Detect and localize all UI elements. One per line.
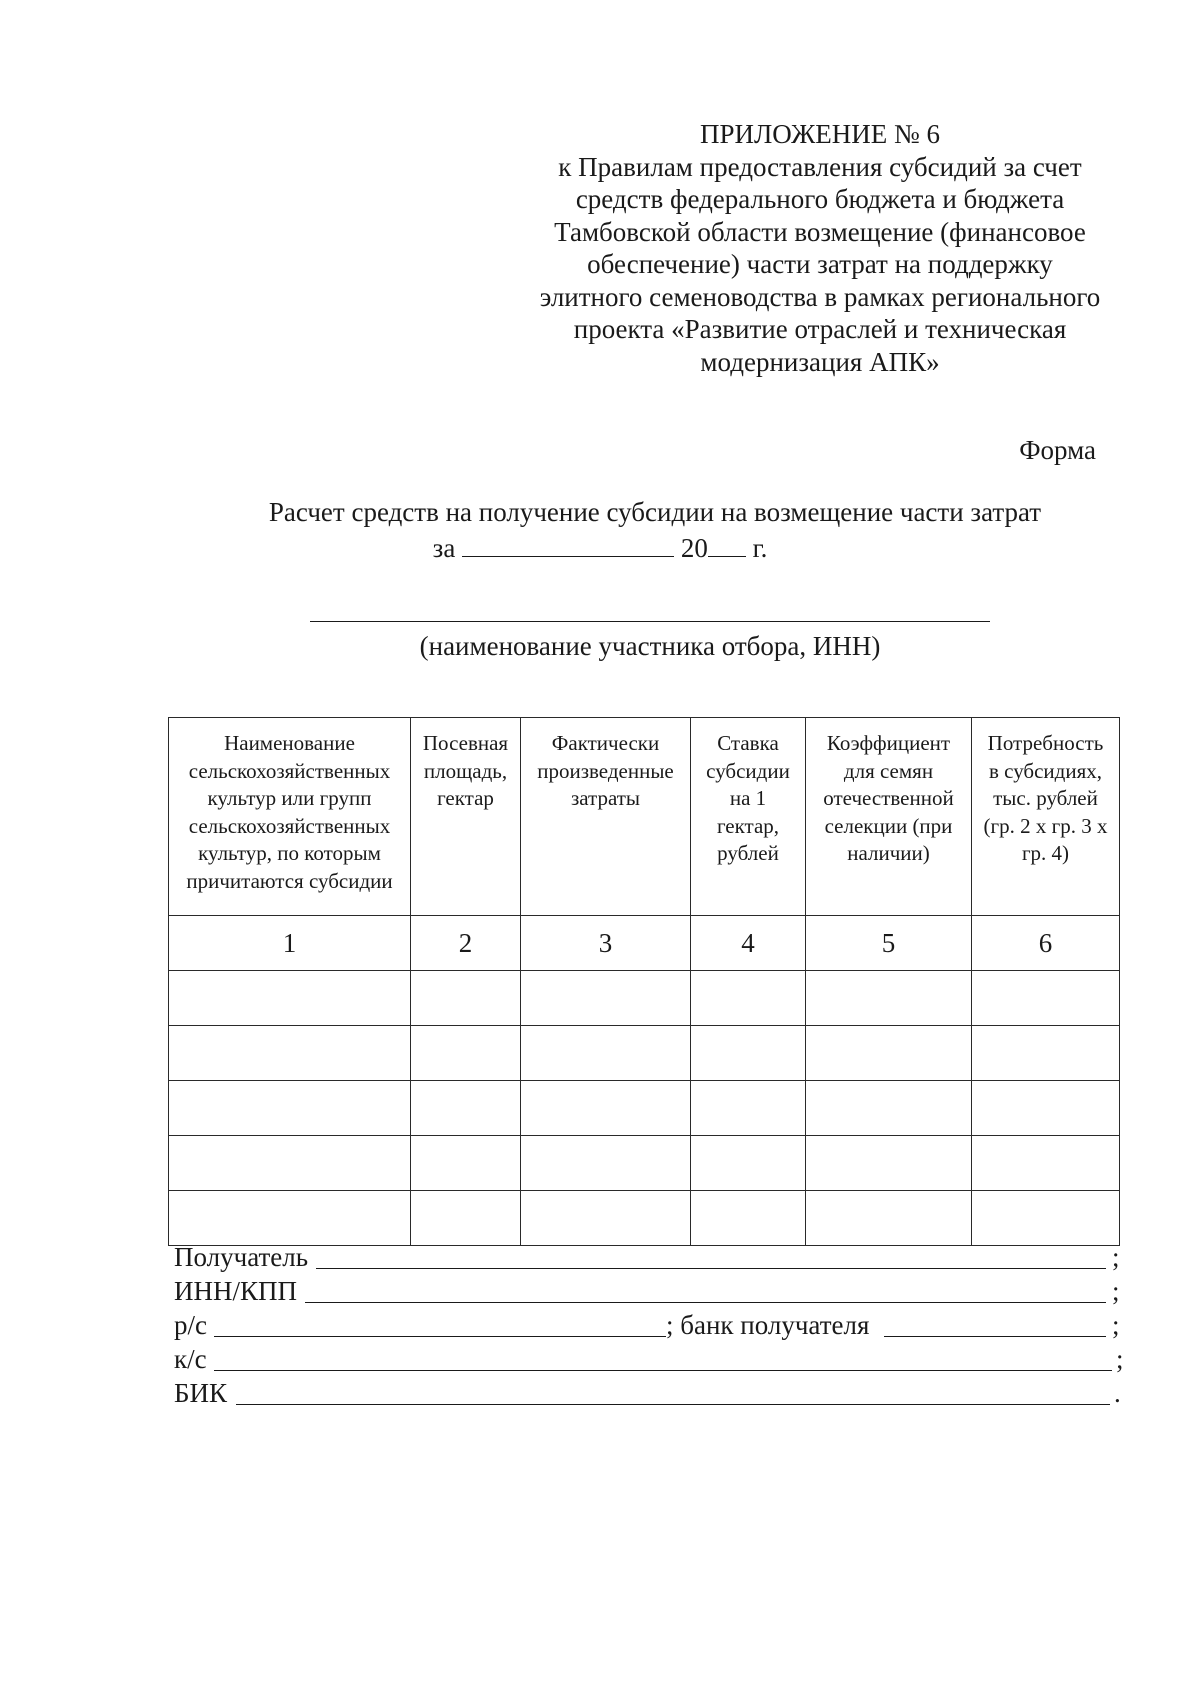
header-subsidy-need: Потребность в субсидиях, тыс. рублей (гр. 2 х гр. 3 х гр. 4) <box>972 718 1120 916</box>
inn-kpp-blank[interactable] <box>305 1302 1106 1303</box>
table-cell[interactable] <box>411 1026 521 1081</box>
table-cell[interactable] <box>806 1191 972 1246</box>
table-cell[interactable] <box>169 1191 411 1246</box>
annex-line: модернизация АПК» <box>700 346 940 377</box>
inn-kpp-semicolon: ; <box>1112 1276 1120 1306</box>
annex-line: Тамбовской области возмещение (финансовое <box>554 216 1086 247</box>
corr-account-semicolon: ; <box>1116 1344 1124 1374</box>
form-label: Форма <box>1019 435 1096 465</box>
table-cell[interactable] <box>691 1191 806 1246</box>
table-cell[interactable] <box>972 1081 1120 1136</box>
column-number: 6 <box>972 916 1120 971</box>
table-cell[interactable] <box>806 1136 972 1191</box>
annex-header <box>520 118 1120 378</box>
bank-semicolon: ; <box>1112 1310 1120 1340</box>
bank-blank[interactable] <box>884 1336 1106 1337</box>
table-row <box>169 971 1120 1026</box>
table-cell[interactable] <box>806 1081 972 1136</box>
recipient-semicolon: ; <box>1112 1242 1120 1272</box>
table-cell[interactable] <box>691 1081 806 1136</box>
header-subsidy-rate: Ставка субсидии на 1 гектар, рублей <box>691 718 806 916</box>
annex-line: к Правилам предоставления субсидий за счет <box>558 151 1082 182</box>
table-cell[interactable] <box>521 1081 691 1136</box>
header-actual-costs: Фактически произведенные затраты <box>521 718 691 916</box>
column-number: 1 <box>169 916 411 971</box>
table-cell[interactable] <box>521 1136 691 1191</box>
table-row <box>169 1081 1120 1136</box>
column-number: 5 <box>806 916 972 971</box>
column-number: 3 <box>521 916 691 971</box>
subsidy-table <box>168 717 1120 1246</box>
table-cell[interactable] <box>521 1026 691 1081</box>
table-cell[interactable] <box>169 1136 411 1191</box>
year-blank[interactable] <box>708 530 746 557</box>
table-cell[interactable] <box>972 1191 1120 1246</box>
table-cell[interactable] <box>521 971 691 1026</box>
period-line <box>0 530 1200 565</box>
column-number: 4 <box>691 916 806 971</box>
annex-title: ПРИЛОЖЕНИЕ № 6 <box>699 119 941 149</box>
bik-blank[interactable] <box>236 1404 1110 1405</box>
bank-label: ; банк получателя <box>666 1310 870 1340</box>
annex-line: средств федерального бюджета и бюджета <box>575 184 1065 214</box>
account-label: р/с <box>174 1310 207 1340</box>
annex-line: элитного семеноводства в рамках регионального <box>539 281 1101 312</box>
participant-blank[interactable] <box>310 621 990 622</box>
table-cell[interactable] <box>411 1191 521 1246</box>
table-cell[interactable] <box>972 1136 1120 1191</box>
calculation-title: Расчет средств на получение субсидии на возмещение части затрат <box>268 497 1042 527</box>
table-cell[interactable] <box>806 1026 972 1081</box>
table-cell[interactable] <box>169 971 411 1026</box>
corr-account-row <box>174 1342 1124 1376</box>
table-row <box>169 1191 1120 1246</box>
recipient-blank[interactable] <box>316 1268 1106 1269</box>
table-row <box>169 1136 1120 1191</box>
table-cell[interactable] <box>411 1136 521 1191</box>
bik-period: . <box>1114 1378 1121 1408</box>
table-cell[interactable] <box>411 1081 521 1136</box>
period-prefix: за <box>432 533 456 563</box>
participant-caption: (наименование участника отбора, ИНН) <box>419 631 881 661</box>
table-cell[interactable] <box>691 971 806 1026</box>
annex-line: обеспечение) части затрат на поддержку <box>587 249 1053 279</box>
table-cell[interactable] <box>169 1081 411 1136</box>
annex-line: проекта «Развитие отраслей и техническая <box>573 314 1067 344</box>
year-suffix: г. <box>752 533 768 563</box>
table-cell[interactable] <box>691 1136 806 1191</box>
recipient-row <box>174 1240 1124 1274</box>
table-row <box>169 1026 1120 1081</box>
account-blank[interactable] <box>214 1336 666 1337</box>
table-cell[interactable] <box>972 971 1120 1026</box>
bik-row <box>174 1376 1124 1410</box>
table-cell[interactable] <box>972 1026 1120 1081</box>
table-header-row <box>169 718 1120 916</box>
table-cell[interactable] <box>691 1026 806 1081</box>
header-sown-area: Посевная площадь, гектар <box>411 718 521 916</box>
header-coefficient: Коэффициент для семян отечественной селекции (при наличии) <box>806 718 972 916</box>
column-number-row <box>169 916 1120 971</box>
table-cell[interactable] <box>806 971 972 1026</box>
inn-kpp-label: ИНН/КПП <box>174 1276 298 1306</box>
table-cell[interactable] <box>169 1026 411 1081</box>
table-cell[interactable] <box>521 1191 691 1246</box>
inn-kpp-row <box>174 1274 1124 1308</box>
corr-account-blank[interactable] <box>214 1370 1112 1371</box>
bik-label: БИК <box>174 1378 228 1408</box>
table-cell[interactable] <box>411 971 521 1026</box>
header-crops: Наименование сельскохозяйственных культур или групп сельскохозяйственных культур, по которым причитаются субсидии <box>169 718 411 916</box>
column-number: 2 <box>411 916 521 971</box>
corr-account-label: к/с <box>174 1344 207 1374</box>
year-prefix: 20 <box>680 533 708 563</box>
recipient-label: Получатель <box>174 1242 309 1272</box>
account-row <box>174 1308 1124 1342</box>
period-blank[interactable] <box>462 530 674 557</box>
